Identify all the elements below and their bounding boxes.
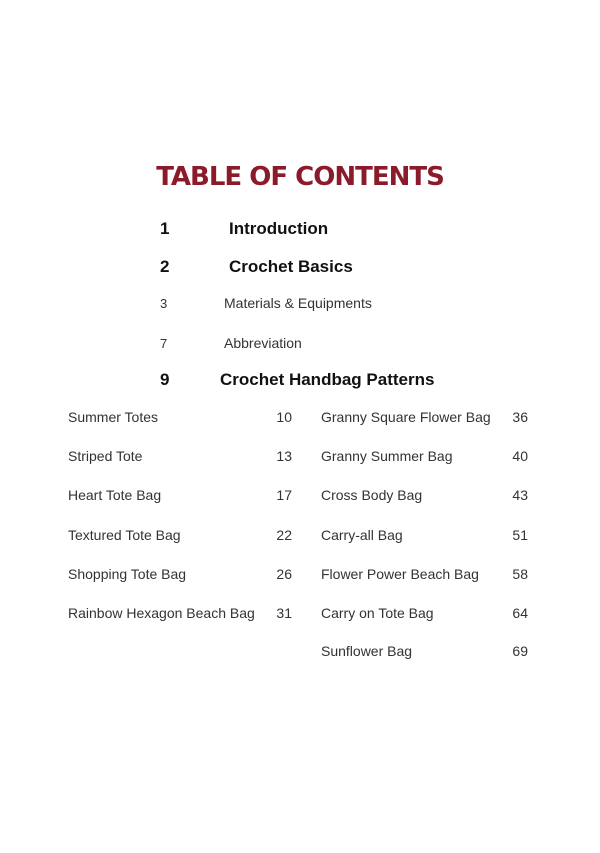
pattern-page: 36	[512, 409, 528, 425]
toc-entry-label: Crochet Handbag Patterns	[220, 370, 435, 389]
pattern-label: Rainbow Hexagon Beach Bag	[68, 605, 255, 621]
pattern-page: 31	[276, 605, 292, 621]
pattern-label: Granny Square Flower Bag	[321, 409, 491, 425]
toc-entry-page: 3	[160, 296, 168, 311]
pattern-page: 69	[512, 643, 528, 659]
pattern-page: 58	[512, 566, 528, 582]
pattern-page: 22	[276, 527, 292, 543]
toc-entry-page: 2	[160, 257, 170, 276]
pattern-label: Striped Tote	[68, 448, 143, 464]
pattern-page: 51	[512, 527, 528, 543]
pattern-page: 43	[512, 487, 528, 503]
pattern-label: Shopping Tote Bag	[68, 566, 187, 582]
pattern-label: Granny Summer Bag	[321, 448, 453, 464]
pattern-page: 26	[276, 566, 292, 582]
pattern-label: Carry-all Bag	[321, 527, 403, 543]
pattern-page: 64	[512, 605, 528, 621]
pattern-page: 40	[512, 448, 528, 464]
page-title: TABLE OF CONTENTS	[156, 162, 444, 192]
pattern-page: 17	[276, 487, 292, 503]
pattern-label: Heart Tote Bag	[68, 487, 162, 503]
pattern-label: Sunflower Bag	[321, 643, 413, 659]
toc-entry-page: 9	[160, 370, 170, 389]
toc-entry-label: Abbreviation	[224, 335, 302, 351]
toc-entry-label: Materials & Equipments	[224, 295, 372, 311]
toc-entry-page: 7	[160, 336, 168, 351]
pattern-label: Summer Totes	[68, 409, 158, 425]
pattern-label: Textured Tote Bag	[68, 527, 181, 543]
toc-entry-page: 1	[160, 219, 170, 238]
pattern-page: 13	[276, 448, 292, 464]
pattern-label: Flower Power Beach Bag	[321, 566, 479, 582]
toc-entry-label: Introduction	[229, 219, 329, 238]
toc-entry-label: Crochet Basics	[229, 257, 353, 276]
pattern-page: 10	[276, 409, 292, 425]
pattern-label: Carry on Tote Bag	[321, 605, 434, 621]
pattern-label: Cross Body Bag	[321, 487, 423, 503]
